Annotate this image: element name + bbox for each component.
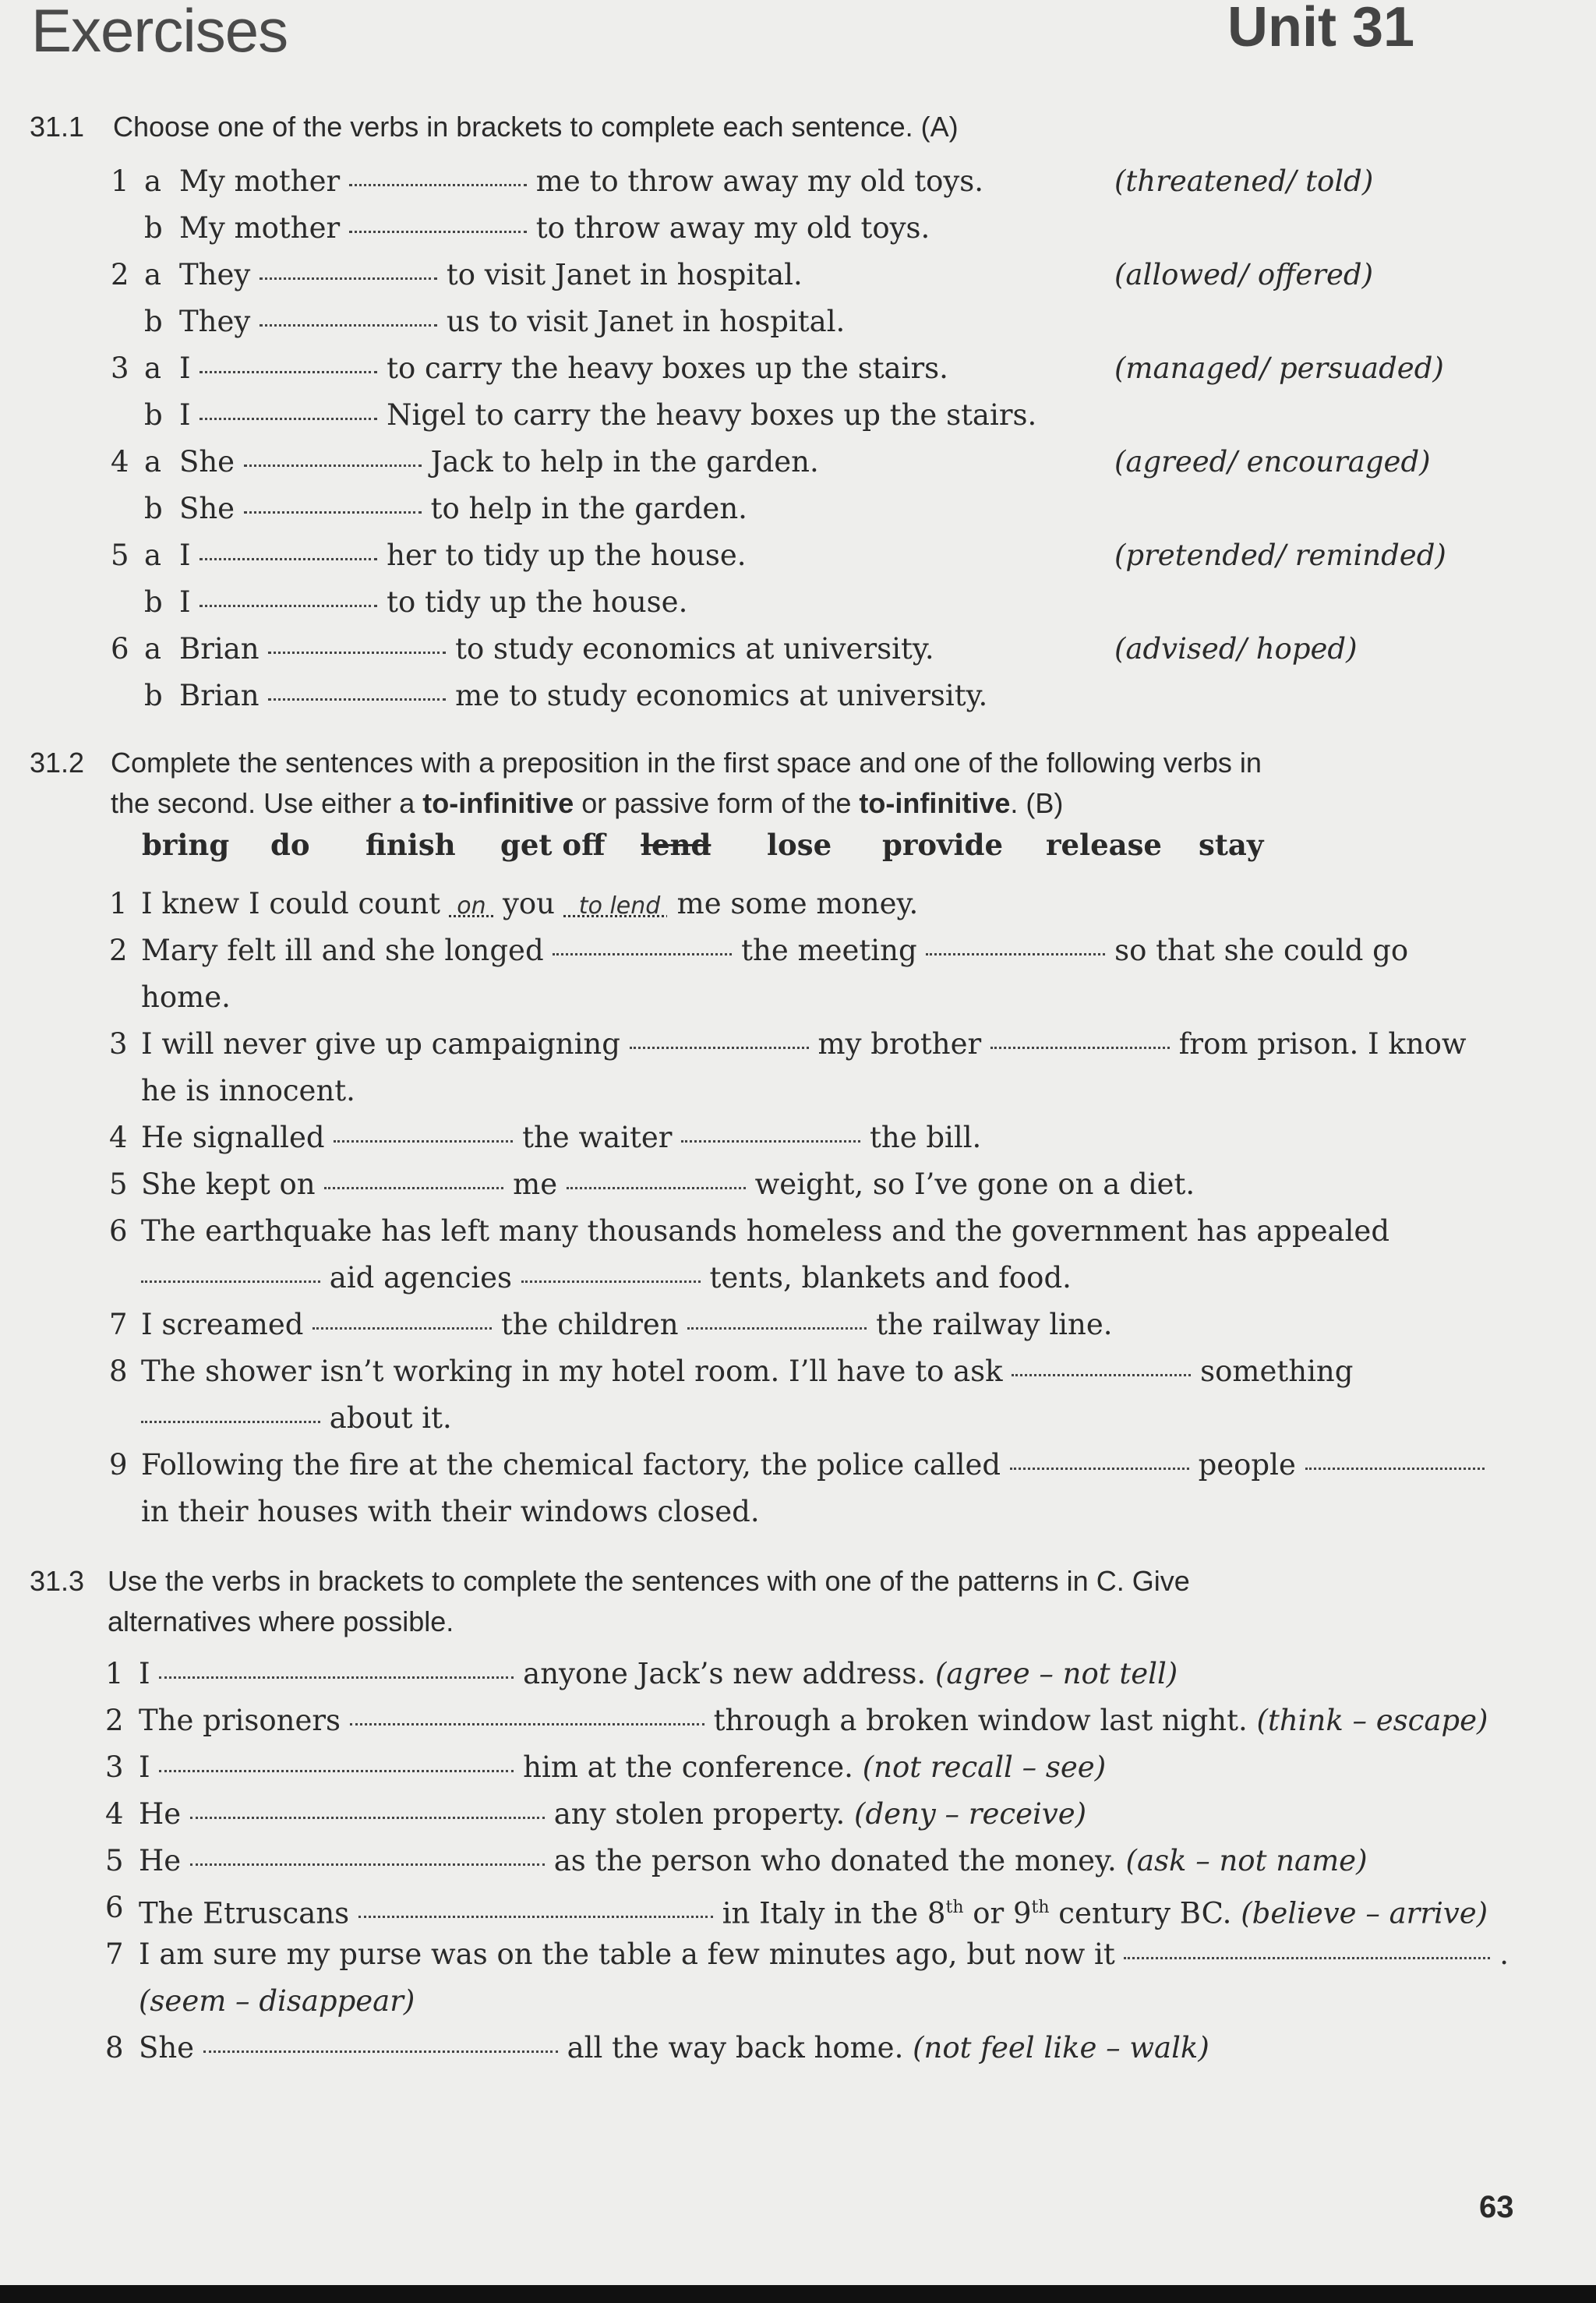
instruction-keyword: to-infinitive <box>422 787 574 819</box>
sentence-text: me <box>513 1167 558 1201</box>
sentence-subject: I <box>139 1657 150 1690</box>
verb-hint: (deny – receive) <box>854 1797 1087 1831</box>
exercise-instruction <box>111 787 1063 820</box>
handwritten-answer: to lend <box>563 892 668 920</box>
answer-blank[interactable] <box>159 1769 514 1772</box>
sentence-subject: I <box>179 585 191 619</box>
answer-blank[interactable] <box>681 1139 860 1143</box>
sentence-subject: My mother <box>179 211 341 245</box>
answer-blank[interactable] <box>990 1046 1170 1049</box>
sentence-line <box>141 927 1408 974</box>
item-number: 4 <box>105 1797 124 1831</box>
instruction-keyword: to-infinitive <box>859 787 1011 819</box>
sentence-subject: She <box>139 2031 195 2065</box>
sentence-line <box>141 1302 1112 1348</box>
sentence-text: him at the conference. <box>523 1750 853 1784</box>
sentence-text: century BC. <box>1049 1896 1232 1930</box>
verb-options: (pretended/ reminded) <box>1114 539 1446 572</box>
sentence-line <box>141 1114 981 1161</box>
item-number: 5 <box>109 1167 128 1201</box>
sentence-text: Mary felt ill and she longed <box>141 934 544 967</box>
sentence-text: to visit Janet in hospital. <box>446 258 803 291</box>
sentence-text: I am sure my purse was on the table a few minutes ago, but now it <box>139 1937 1115 1971</box>
verb-option: get off <box>500 828 606 862</box>
sentence-text: to help in the garden. <box>430 492 747 525</box>
verb-option: lend <box>641 828 711 862</box>
item-letter: a <box>144 258 162 291</box>
sentence-text: or 9 <box>963 1896 1032 1930</box>
ordinal-suffix: th <box>1031 1898 1050 1917</box>
sentence-line <box>179 298 845 345</box>
sentence-line <box>139 1697 1488 1744</box>
exercise-instruction <box>111 747 1262 779</box>
sentence-subject: The Etruscans <box>139 1896 350 1930</box>
sentence-subject: He <box>139 1797 182 1831</box>
sentence-text: to throw away my old toys. <box>535 211 930 245</box>
sentence-subject: She <box>179 492 235 525</box>
sentence-line <box>139 1978 415 2025</box>
item-letter: b <box>144 492 163 525</box>
sentence-text: so that she could go <box>1114 934 1409 967</box>
sentence-text: the bill. <box>870 1121 982 1154</box>
sentence-text: something <box>1200 1355 1354 1388</box>
instruction-text: . (B) <box>1010 787 1064 819</box>
sentence-line <box>141 1068 355 1114</box>
sentence-line <box>141 881 918 927</box>
answer-blank[interactable] <box>630 1046 809 1049</box>
sentence-line <box>141 1208 1389 1255</box>
sentence-text: Nigel to carry the heavy boxes up the stairs. <box>387 398 1037 432</box>
verb-hint: (seem – disappear) <box>139 1984 415 2018</box>
verb-hint: (think – escape) <box>1256 1704 1488 1737</box>
answer-blank[interactable] <box>141 1420 320 1423</box>
sentence-text: I knew I could count <box>141 887 440 920</box>
item-letter: b <box>144 211 163 245</box>
sentence-text: her to tidy up the house. <box>387 539 747 572</box>
sentence-text: any stolen property. <box>553 1797 846 1831</box>
answer-blank[interactable] <box>521 1280 701 1283</box>
sentence-line <box>179 252 803 298</box>
sentence-subject: I <box>139 1750 150 1784</box>
answer-blank[interactable] <box>1012 1373 1191 1376</box>
item-number: 4 <box>111 445 129 479</box>
answer-blank[interactable] <box>350 1722 704 1725</box>
sentence-text: . <box>1499 1937 1509 1971</box>
verb-option: release <box>1046 828 1162 862</box>
sentence-text: all the way back home. <box>567 2031 904 2065</box>
sentence-line <box>139 1931 1509 1978</box>
sentence-subject: She <box>179 445 235 479</box>
ordinal-suffix: th <box>945 1898 964 1917</box>
verb-options: (managed/ persuaded) <box>1114 351 1444 385</box>
sentence-text: Jack to help in the garden. <box>430 445 819 479</box>
sentence-text: the meeting <box>741 934 917 967</box>
sentence-line <box>139 2025 1209 2072</box>
answer-blank[interactable] <box>260 323 437 327</box>
sentence-text: in Italy in the 8 <box>722 1896 946 1930</box>
sentence-text: about it. <box>329 1401 452 1435</box>
sentence-line <box>141 1021 1467 1068</box>
sentence-text: Following the fire at the chemical factory, the police called <box>141 1448 1001 1482</box>
exercise-number: 31.3 <box>30 1565 85 1597</box>
instruction-text: Complete the sentences with a preposition in the first space and one of the following verbs in <box>111 747 1262 779</box>
answer-blank[interactable] <box>260 277 437 280</box>
item-number: 6 <box>111 632 129 666</box>
verb-hint: (agree – not tell) <box>934 1657 1178 1690</box>
item-number: 5 <box>111 539 129 572</box>
sentence-line <box>179 439 819 486</box>
verb-hint: (not feel like – walk) <box>913 2031 1209 2065</box>
answer-blank[interactable] <box>567 1186 746 1189</box>
sentence-text: me some money. <box>676 887 919 920</box>
item-letter: a <box>144 164 162 198</box>
item-letter: b <box>144 398 163 432</box>
sentence-text: the railway line. <box>876 1308 1113 1341</box>
sentence-text: me to study economics at university. <box>455 679 988 712</box>
sentence-subject: I <box>179 351 191 385</box>
sentence-line <box>179 626 934 673</box>
answer-blank[interactable] <box>200 417 377 420</box>
answer-blank[interactable] <box>244 510 422 514</box>
sentence-text: through a broken window last night. <box>713 1704 1248 1737</box>
verb-options: (threatened/ told) <box>1114 164 1374 198</box>
sentence-line <box>139 1791 1086 1838</box>
exercise-instruction: Use the verbs in brackets to complete the sentences with one of the patterns in C. Give <box>108 1565 1190 1597</box>
answer-blank[interactable] <box>268 651 446 654</box>
sentence-text: he is innocent. <box>141 1074 355 1107</box>
sentence-line <box>139 1884 1488 1931</box>
sentence-text: us to visit Janet in hospital. <box>446 305 846 338</box>
item-number: 8 <box>109 1355 128 1388</box>
verb-hint: (believe – arrive) <box>1241 1896 1488 1930</box>
sentence-line <box>139 1838 1368 1884</box>
exercise-instruction: alternatives where possible. <box>108 1605 454 1637</box>
answer-blank[interactable] <box>553 952 732 955</box>
item-number: 3 <box>109 1027 128 1061</box>
verb-option: do <box>270 828 310 862</box>
item-letter: a <box>144 632 162 666</box>
item-number: 3 <box>111 351 129 385</box>
sentence-subject: Brian <box>179 632 260 666</box>
answer-blank[interactable] <box>244 464 422 467</box>
answer-blank[interactable] <box>1305 1467 1485 1470</box>
item-letter: b <box>144 679 163 712</box>
answer-blank[interactable] <box>312 1326 492 1330</box>
sentence-text: my brother <box>817 1027 982 1061</box>
item-number: 6 <box>105 1891 124 1924</box>
handwritten-answer: on <box>449 892 494 920</box>
answer-blank[interactable] <box>268 698 446 701</box>
sentence-text: me to throw away my old toys. <box>535 164 984 198</box>
item-number: 1 <box>105 1657 124 1690</box>
sentence-subject: I <box>179 398 191 432</box>
item-number: 5 <box>105 1844 124 1877</box>
instruction-text: the second. Use either a <box>111 787 423 819</box>
sentence-line <box>141 1489 760 1535</box>
exercises-heading: Exercises <box>31 0 288 65</box>
verb-hint: (not recall – see) <box>862 1750 1107 1784</box>
sentence-line <box>141 1395 452 1442</box>
item-number: 1 <box>111 164 129 198</box>
sentence-text: the children <box>500 1308 679 1341</box>
sentence-text: to tidy up the house. <box>387 585 688 619</box>
sentence-subject: The prisoners <box>139 1704 341 1737</box>
sentence-line <box>139 1651 1178 1697</box>
sentence-text: The shower isn’t working in my hotel room. I’ll have to ask <box>141 1355 1003 1388</box>
sentence-text: from prison. I know <box>1178 1027 1467 1061</box>
sentence-text: as the person who donated the money. <box>553 1844 1117 1877</box>
item-number: 8 <box>105 2031 124 2065</box>
sentence-subject: My mother <box>179 164 341 198</box>
sentence-line <box>179 205 930 252</box>
sentence-text: I will never give up campaigning <box>141 1027 620 1061</box>
verb-option: provide <box>882 828 1004 862</box>
sentence-subject: Brian <box>179 679 260 712</box>
answer-blank[interactable] <box>349 230 527 233</box>
sentence-line <box>179 158 983 205</box>
verb-option: lose <box>767 828 832 862</box>
exercise-number: 31.2 <box>30 747 85 779</box>
unit-heading: Unit 31 <box>1227 0 1415 58</box>
sentence-subject: They <box>179 305 251 338</box>
verb-options: (agreed/ encouraged) <box>1114 445 1431 479</box>
item-number: 9 <box>109 1448 128 1482</box>
answer-blank[interactable] <box>190 1863 545 1866</box>
verb-option: stay <box>1199 828 1264 862</box>
verb-options: (allowed/ offered) <box>1114 258 1374 291</box>
sentence-line <box>179 345 948 392</box>
bottom-border <box>0 2285 1596 2303</box>
item-number: 7 <box>109 1308 128 1341</box>
exercise-instruction: Choose one of the verbs in brackets to complete each sentence. (A) <box>113 111 959 143</box>
answer-blank[interactable] <box>358 1915 713 1918</box>
answer-blank[interactable] <box>324 1186 503 1189</box>
sentence-text: I screamed <box>141 1308 304 1341</box>
exercise-number: 31.1 <box>30 111 85 143</box>
sentence-subject: He <box>139 1844 182 1877</box>
answer-blank[interactable] <box>200 604 377 607</box>
item-letter: b <box>144 305 163 338</box>
sentence-text: The earthquake has left many thousands homeless and the government has appealed <box>141 1214 1390 1248</box>
sentence-subject: They <box>179 258 251 291</box>
sentence-text: in their houses with their windows closed. <box>141 1495 760 1528</box>
sentence-text: to study economics at university. <box>455 632 934 666</box>
sentence-line <box>179 673 987 719</box>
item-number: 7 <box>105 1937 124 1971</box>
sentence-text: you <box>502 887 555 920</box>
instruction-text: or passive form of the <box>574 787 860 819</box>
answer-blank[interactable] <box>687 1326 867 1330</box>
item-letter: a <box>144 539 162 572</box>
sentence-text: weight, so I’ve gone on a diet. <box>754 1167 1195 1201</box>
item-number: 4 <box>109 1121 128 1154</box>
answer-blank[interactable] <box>349 183 527 186</box>
item-letter: b <box>144 585 163 619</box>
item-number: 3 <box>105 1750 124 1784</box>
item-number: 2 <box>111 258 129 291</box>
sentence-text: tents, blankets and food. <box>709 1261 1072 1295</box>
answer-blank[interactable] <box>200 370 377 373</box>
verb-option: finish <box>365 828 456 862</box>
answer-blank[interactable] <box>926 952 1105 955</box>
sentence-text: He signalled <box>141 1121 325 1154</box>
answer-blank[interactable] <box>141 1280 320 1283</box>
sentence-text: people <box>1198 1448 1296 1482</box>
sentence-text: home. <box>141 980 231 1014</box>
page-number: 63 <box>1479 2190 1514 2224</box>
verb-hint: (ask – not name) <box>1125 1844 1368 1877</box>
answer-blank[interactable] <box>190 1816 545 1819</box>
answer-blank[interactable] <box>1010 1467 1189 1470</box>
sentence-line <box>141 1255 1072 1302</box>
sentence-text: to carry the heavy boxes up the stairs. <box>387 351 948 385</box>
sentence-line <box>179 532 747 579</box>
sentence-subject: I <box>179 539 191 572</box>
sentence-text: She kept on <box>141 1167 316 1201</box>
answer-blank[interactable] <box>203 2050 558 2053</box>
sentence-line <box>141 1161 1195 1208</box>
verb-options: (advised/ hoped) <box>1114 632 1358 666</box>
verb-option: bring <box>142 828 230 862</box>
item-number: 1 <box>109 887 128 920</box>
sentence-line <box>179 486 747 532</box>
sentence-text: the waiter <box>522 1121 673 1154</box>
answer-blank[interactable] <box>200 557 377 560</box>
item-number: 6 <box>109 1214 128 1248</box>
item-letter: a <box>144 351 162 385</box>
sentence-line <box>141 1442 1485 1489</box>
sentence-line <box>141 974 231 1021</box>
item-number: 2 <box>109 934 128 967</box>
sentence-line <box>141 1348 1353 1395</box>
item-letter: a <box>144 445 162 479</box>
item-number: 2 <box>105 1704 124 1737</box>
sentence-line <box>179 579 687 626</box>
answer-blank[interactable] <box>334 1139 513 1143</box>
sentence-text: aid agencies <box>329 1261 513 1295</box>
answer-blank[interactable] <box>1124 1956 1490 1959</box>
sentence-text: anyone Jack’s new address. <box>523 1657 927 1690</box>
sentence-line <box>139 1744 1106 1791</box>
sentence-line <box>179 392 1036 439</box>
answer-blank[interactable] <box>159 1676 514 1679</box>
